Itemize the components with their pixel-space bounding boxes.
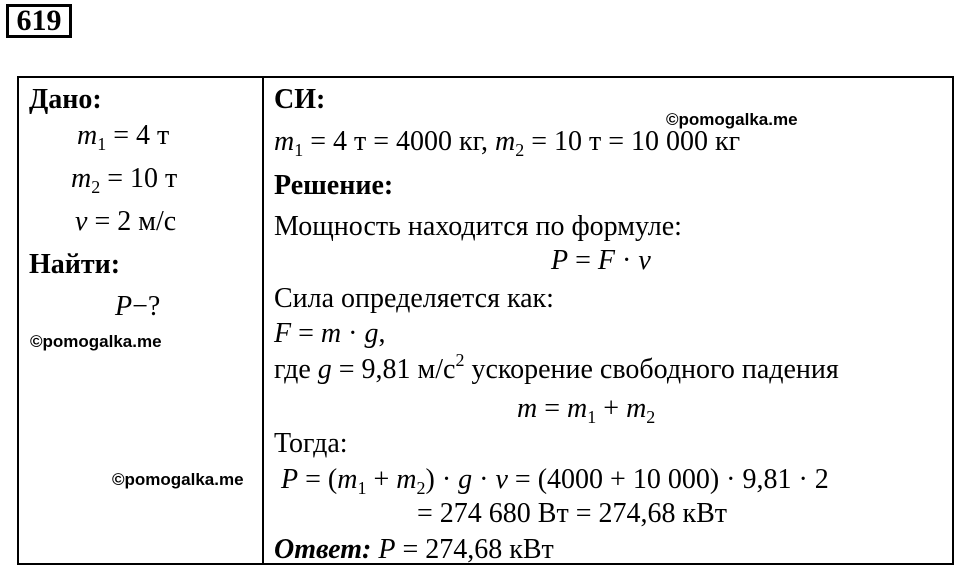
given-m1: $m_1 = 4$ т bbox=[77, 120, 170, 154]
given-m2: $m_2 = 10$ т bbox=[71, 163, 178, 197]
si-conversion: $m_1 = 4$ т = 4000 кг, $m_2 = 10$ т = 10 000 кг bbox=[274, 126, 741, 160]
power-text: Мощность находится по формуле: bbox=[274, 211, 682, 242]
calc-line-2: = 274 680 Вт = 274,68 кВт bbox=[417, 498, 728, 529]
force-formula: F = m · g, bbox=[274, 318, 386, 349]
column-divider bbox=[262, 78, 264, 563]
power-formula: P = F · v bbox=[551, 245, 651, 276]
solution-table bbox=[17, 76, 954, 565]
si-heading: СИ: bbox=[274, 84, 326, 115]
watermark: ©pomogalka.me bbox=[666, 110, 798, 129]
problem-number: 619 bbox=[6, 4, 72, 38]
given-heading: Дано: bbox=[29, 84, 102, 115]
g-definition: где g = 9,81 $м/с^2$ ускорение свободного падения bbox=[274, 350, 839, 385]
mass-formula: $m = m_1 + m_2$ bbox=[517, 393, 656, 427]
watermark: ©pomogalka.me bbox=[30, 332, 162, 351]
watermark: ©pomogalka.me bbox=[112, 470, 244, 489]
then-text: Тогда: bbox=[274, 428, 348, 459]
solution-heading: Решение: bbox=[274, 170, 394, 201]
force-text: Сила определяется как: bbox=[274, 283, 554, 314]
calc-line-1: $P = (m_1 + m_2) \cdot g \cdot v = (4000 + 10$ 000) · 9,81 · 2 bbox=[281, 464, 829, 498]
answer-line: Ответ: P = 274,68 кВт bbox=[274, 534, 554, 565]
find-heading: Найти: bbox=[29, 249, 121, 280]
find-value: P−? bbox=[115, 291, 161, 322]
given-v: v = 2 м/с bbox=[75, 206, 177, 237]
